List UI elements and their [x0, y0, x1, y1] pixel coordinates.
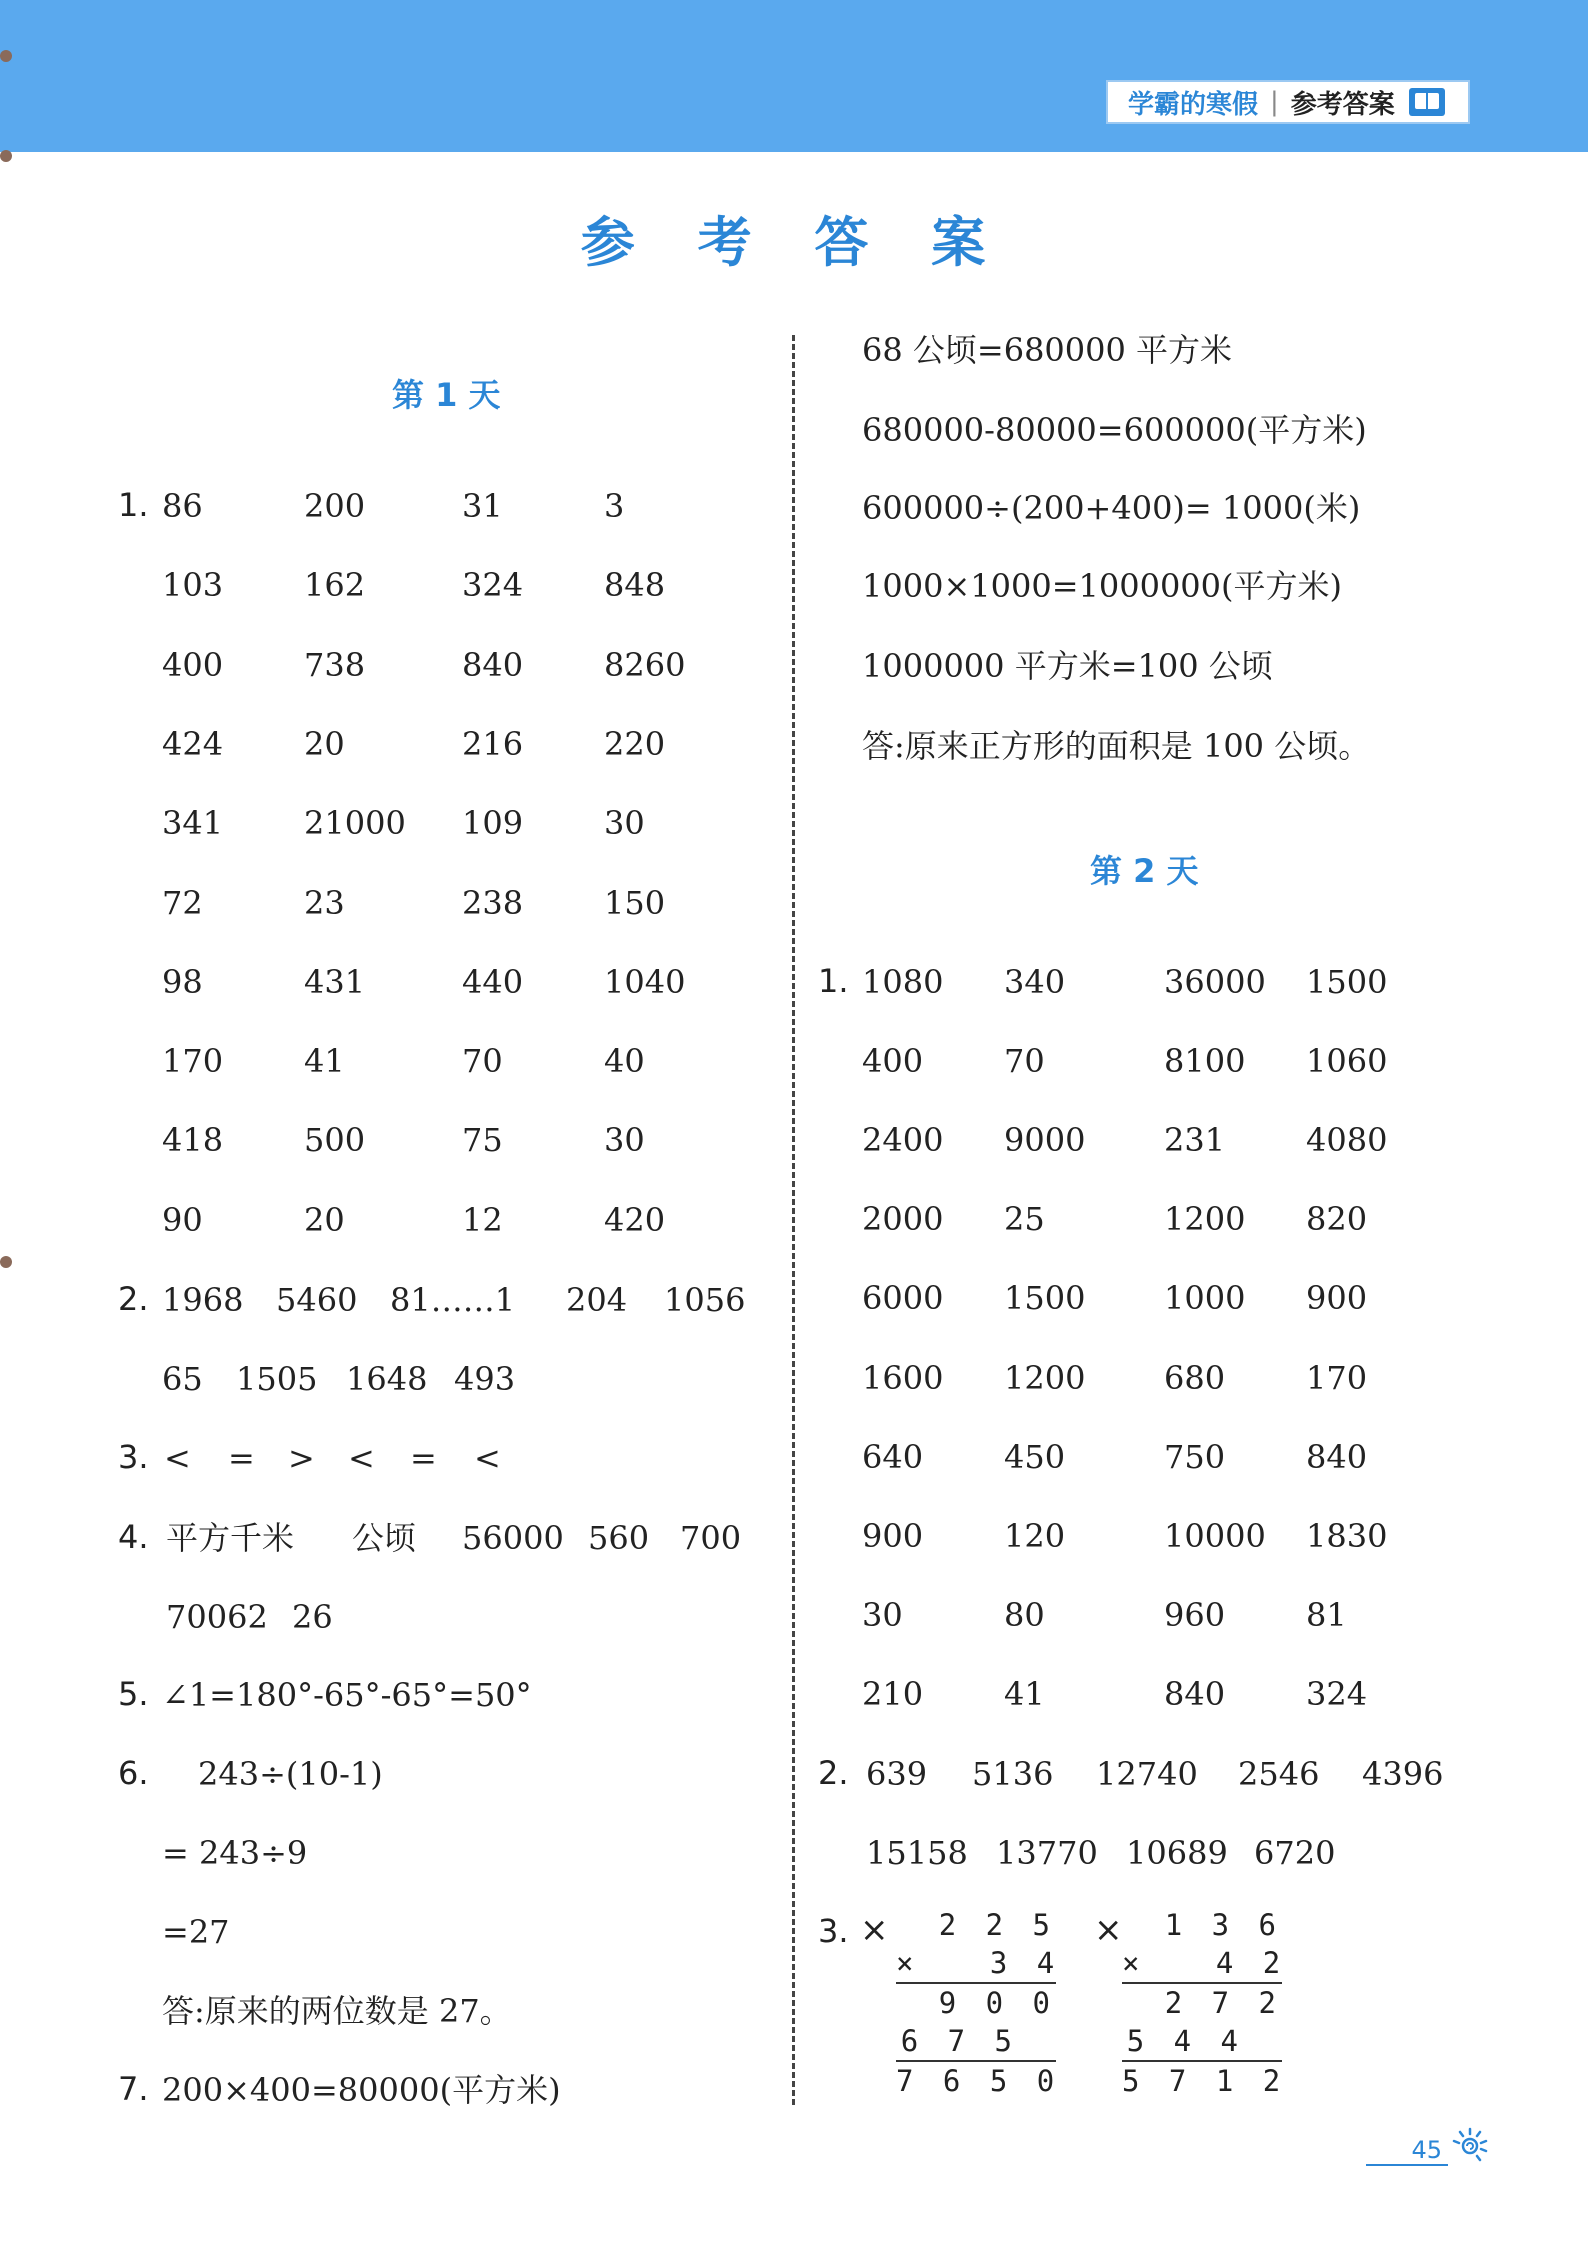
answer-cell: 750 [1164, 1437, 1226, 1476]
answer-cell: 20 [304, 724, 345, 763]
answer-cell: 70 [462, 1042, 503, 1081]
q2-label: 2. [118, 1280, 149, 1318]
answer-cell: 70 [1004, 1042, 1045, 1081]
answer-cell: 6000 [862, 1279, 944, 1318]
q6-line: =27 [162, 1913, 230, 1951]
answer-cell: 30 [604, 1121, 645, 1160]
column-divider [792, 335, 795, 2105]
answer-cell: 440 [462, 962, 524, 1001]
binding-hole [0, 150, 12, 162]
answer-cell: 450 [1004, 1437, 1066, 1476]
answer-cell: 560 [588, 1519, 650, 1557]
answer-cell: 1000 [1164, 1279, 1246, 1318]
answer-cell: 1505 [236, 1360, 318, 1398]
q6-line: 243÷(10-1) [198, 1755, 383, 1793]
answer-cell: 98 [162, 962, 203, 1001]
answer-cell: 220 [604, 724, 666, 763]
q1-label: 1. [118, 486, 149, 524]
answer-cell: 15158 [866, 1834, 968, 1872]
answer-cell: 81 [1306, 1595, 1347, 1634]
sun-icon [1450, 2126, 1490, 2170]
day1-heading: 第 1 天 [392, 376, 501, 414]
q3-label: 3. [118, 1438, 149, 1476]
vertical-calc-2 [1122, 1906, 1287, 2100]
answer-cell: 120 [1004, 1516, 1066, 1555]
answer-cell: 738 [304, 645, 366, 684]
answer-cell: 5136 [972, 1755, 1054, 1793]
header-banner [0, 0, 1588, 152]
answer-cell: 30 [862, 1595, 903, 1634]
answer-cell: 25 [1004, 1200, 1045, 1239]
badge-separator: | [1270, 87, 1279, 117]
comparison-symbol: = [410, 1439, 437, 1477]
answer-cell: 1080 [862, 963, 944, 1001]
answer-cell: 1060 [1306, 1042, 1388, 1081]
answer-cell: 20 [304, 1200, 345, 1239]
calc-partial: 9 0 0 [938, 1986, 1056, 2020]
answer-cell: 1056 [664, 1281, 746, 1319]
day2-heading: 第 2 天 [1090, 852, 1199, 890]
answer-cell: 420 [604, 1200, 666, 1239]
answer-cell: 1200 [1004, 1358, 1086, 1397]
calc-line: 600000÷(200+400)= 1000(米) [862, 489, 1361, 527]
answer-cell: 1968 [162, 1281, 244, 1319]
calc-partial: 5 4 4 [1126, 2024, 1244, 2058]
section-label: 参考答案 [1290, 89, 1395, 120]
answer-cell: 1830 [1306, 1516, 1388, 1555]
answer-cell: 70062 [166, 1598, 268, 1636]
answer-cell: 26 [292, 1598, 333, 1636]
answer-cell: 431 [304, 962, 366, 1001]
answer-cell: 238 [462, 883, 524, 922]
answer-line: 答:原来正方形的面积是 100 公顷。 [862, 727, 1371, 765]
q7-label: 7. [118, 2070, 149, 2108]
calc-line: 68 公顷=680000 平方米 [862, 331, 1233, 369]
answer-cell: 170 [162, 1042, 224, 1081]
answer-cell: 109 [462, 804, 524, 843]
answer-cell: 840 [1164, 1674, 1226, 1713]
calc-line: 1000000 平方米=100 公顷 [862, 647, 1273, 685]
answer-cell: 5460 [276, 1281, 358, 1319]
calc-result: 7 6 5 0 [896, 2064, 1061, 2098]
answer-cell: 162 [304, 566, 366, 605]
comparison-symbol: > [288, 1439, 315, 1477]
answer-cell: 8100 [1164, 1042, 1246, 1081]
answer-cell: 400 [862, 1042, 924, 1081]
answer-cell: 204 [566, 1281, 628, 1319]
comparison-symbol: < [474, 1439, 501, 1477]
q2-label: 2. [818, 1754, 849, 1792]
binding-hole [0, 50, 12, 62]
q7-line: 200×400=80000(平方米) [162, 2071, 561, 2109]
answer-cell: 75 [462, 1121, 503, 1160]
answer-cell: 41 [304, 1042, 345, 1081]
answer-cell: 324 [1306, 1674, 1368, 1713]
calc-multiplier: × 3 4 [896, 1946, 1061, 1980]
answer-cell: 1200 [1164, 1200, 1246, 1239]
answer-cell: 341 [162, 804, 224, 843]
q6-answer: 答:原来的两位数是 27。 [162, 1992, 512, 2030]
answer-cell: 216 [462, 724, 524, 763]
comparison-symbol: = [228, 1439, 255, 1477]
answer-cell: 9000 [1004, 1121, 1086, 1160]
answer-cell: 81……1 [390, 1281, 516, 1319]
answer-cell: 1040 [604, 962, 686, 1001]
answer-cell: 340 [1004, 963, 1066, 1001]
answer-cell: 150 [604, 883, 666, 922]
answer-cell: 1648 [346, 1360, 428, 1398]
answer-cell: 1500 [1004, 1279, 1086, 1318]
answer-cell: 424 [162, 724, 224, 763]
vertical-calc-1 [896, 1906, 1061, 2100]
answer-cell: 41 [1004, 1674, 1045, 1713]
calc-result: 5 7 1 2 [1122, 2064, 1287, 2098]
answer-cell: 200 [304, 487, 366, 525]
answer-cell: 840 [1306, 1437, 1368, 1476]
answer-cell: 680 [1164, 1358, 1226, 1397]
answer-cell: 324 [462, 566, 524, 605]
answer-cell: 56000 [462, 1519, 564, 1557]
q3-label: 3. [818, 1912, 849, 1950]
answer-cell: 840 [462, 645, 524, 684]
answer-cell: 170 [1306, 1358, 1368, 1397]
book-icon [1409, 88, 1445, 116]
answer-cell: 848 [604, 566, 666, 605]
answer-cell: 6720 [1254, 1834, 1336, 1872]
answer-cell: 36000 [1164, 963, 1266, 1001]
calc-top: 1 3 6 [1164, 1908, 1282, 1942]
answer-cell: 900 [862, 1516, 924, 1555]
answer-cell: 8260 [604, 645, 686, 684]
comparison-symbol: < [348, 1439, 375, 1477]
answer-cell: 2000 [862, 1200, 944, 1239]
answer-cell: 640 [862, 1437, 924, 1476]
answer-cell: 12740 [1096, 1755, 1198, 1793]
cross-mark: × [1094, 1910, 1123, 1950]
cross-mark: × [860, 1910, 889, 1950]
q4-label: 4. [118, 1518, 149, 1556]
answer-cell: 3 [604, 487, 625, 525]
q5-label: 5. [118, 1675, 149, 1713]
answer-cell: 210 [862, 1674, 924, 1713]
answer-cell: 418 [162, 1121, 224, 1160]
answer-cell: 65 [162, 1360, 203, 1398]
calc-multiplier: × 4 2 [1122, 1946, 1287, 1980]
calc-partial: 2 7 2 [1164, 1986, 1282, 2020]
page-title: 参 考 答 案 [580, 211, 1008, 274]
answer-cell: 900 [1306, 1279, 1368, 1318]
answer-cell: 12 [462, 1200, 503, 1239]
answer-cell: 500 [304, 1121, 366, 1160]
series-badge [1106, 80, 1470, 124]
answer-cell: 公顷 [352, 1519, 417, 1557]
calc-partial: 6 7 5 [900, 2024, 1018, 2058]
answer-cell: 4080 [1306, 1121, 1388, 1160]
answer-cell: 30 [604, 804, 645, 843]
answer-cell: 400 [162, 645, 224, 684]
comparison-symbol: < [164, 1439, 191, 1477]
q5-text: ∠1=180°-65°-65°=50° [162, 1676, 532, 1714]
page-number: 45 [1366, 2136, 1448, 2166]
answer-cell: 40 [604, 1042, 645, 1081]
answer-cell: 820 [1306, 1200, 1368, 1239]
answer-cell: 700 [680, 1519, 742, 1557]
answer-cell: 103 [162, 566, 224, 605]
answer-cell: 21000 [304, 804, 406, 843]
answer-cell: 1600 [862, 1358, 944, 1397]
answer-cell: 31 [462, 487, 503, 525]
answer-cell: 72 [162, 883, 203, 922]
calc-line: 680000-80000=600000(平方米) [862, 411, 1367, 449]
answer-cell: 23 [304, 883, 345, 922]
binding-hole [0, 1256, 12, 1268]
calc-line: 1000×1000=1000000(平方米) [862, 567, 1342, 605]
answer-cell: 2400 [862, 1121, 944, 1160]
answer-cell: 2546 [1238, 1755, 1320, 1793]
answer-cell: 13770 [996, 1834, 1098, 1872]
answer-cell: 493 [454, 1360, 516, 1398]
q6-line: = 243÷9 [162, 1834, 308, 1872]
answer-cell: 1500 [1306, 963, 1388, 1001]
answer-cell: 10689 [1126, 1834, 1228, 1872]
answer-cell: 平方千米 [166, 1519, 295, 1557]
answer-cell: 90 [162, 1200, 203, 1239]
answer-cell: 4396 [1362, 1755, 1444, 1793]
answer-cell: 10000 [1164, 1516, 1266, 1555]
answer-cell: 80 [1004, 1595, 1045, 1634]
answer-cell: 231 [1164, 1121, 1226, 1160]
calc-top: 2 2 5 [938, 1908, 1056, 1942]
q1-label: 1. [818, 962, 849, 1000]
q6-label: 6. [118, 1754, 149, 1792]
answer-cell: 86 [162, 487, 203, 525]
answer-cell: 960 [1164, 1595, 1226, 1634]
series-label: 学霸的寒假 [1128, 89, 1259, 120]
answer-cell: 639 [866, 1755, 928, 1793]
